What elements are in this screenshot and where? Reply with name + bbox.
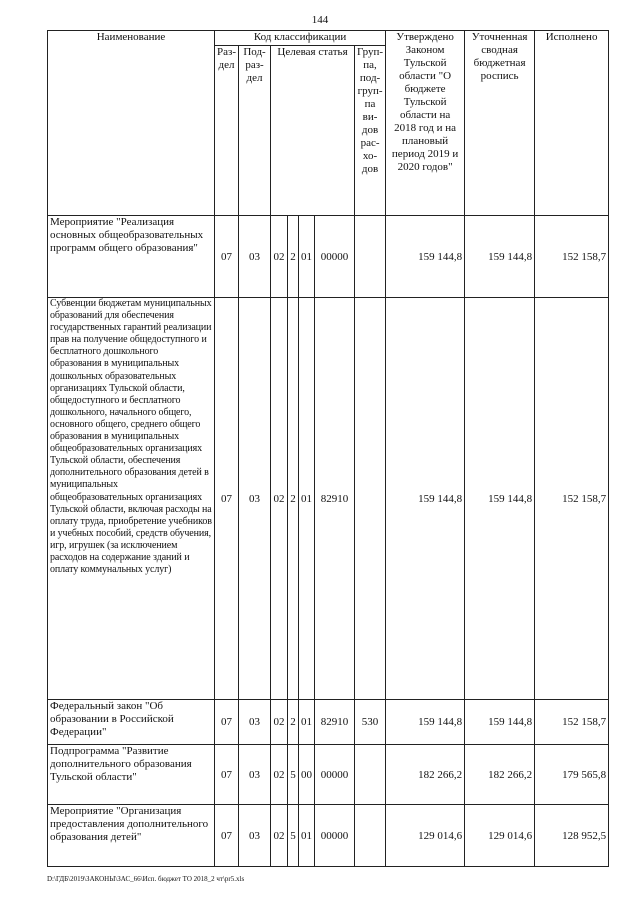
cell-subsection: 03 — [239, 700, 271, 745]
cell-refined: 129 014,6 — [465, 805, 535, 867]
cell-target-subprogram: 2 — [288, 700, 299, 745]
cell-executed: 179 565,8 — [535, 745, 609, 805]
cell-executed: 152 158,7 — [535, 298, 609, 700]
cell-target-event: 01 — [299, 805, 315, 867]
header-refined: Уточненная сводная бюджетная роспись — [465, 31, 535, 216]
cell-target-program: 02 — [271, 805, 288, 867]
cell-approved: 159 144,8 — [386, 216, 465, 298]
cell-target-event: 01 — [299, 216, 315, 298]
cell-target-subprogram: 2 — [288, 298, 299, 700]
cell-section: 07 — [215, 700, 239, 745]
cell-expense-group: 530 — [355, 700, 386, 745]
cell-target-subprogram: 5 — [288, 805, 299, 867]
cell-target-event: 01 — [299, 700, 315, 745]
cell-target-program: 02 — [271, 216, 288, 298]
row-name: Подпрограмма "Развитие дополнительного образования Тульской области" — [48, 745, 215, 805]
cell-target-direction: 00000 — [315, 745, 355, 805]
header-target-article: Целевая статья — [271, 46, 355, 216]
cell-target-program: 02 — [271, 298, 288, 700]
row-name: Федеральный закон "Об образовании в Российской Федерации" — [48, 700, 215, 745]
table-row — [48, 298, 609, 700]
cell-subsection: 03 — [239, 745, 271, 805]
cell-subsection: 03 — [239, 216, 271, 298]
cell-refined: 159 144,8 — [465, 216, 535, 298]
row-name: Мероприятие "Организация предоставления дополнительного образования детей" — [48, 805, 215, 867]
cell-section: 07 — [215, 216, 239, 298]
header-executed: Исполнено — [535, 31, 609, 216]
cell-target-event: 01 — [299, 298, 315, 700]
cell-target-subprogram: 5 — [288, 745, 299, 805]
row-name: Мероприятие "Реализация основных общеобразовательных программ общего образования" — [48, 216, 215, 298]
cell-executed: 152 158,7 — [535, 216, 609, 298]
row-name: Субвенции бюджетам муниципальных образований для обеспечения государственных гарантий реализации прав на получение общедоступного и бесплатного дошкольного образования в муниципальных дошкольных образовательных организациях Тульской области, общедоступного и бесплатного дошкольного, начального общего, основного общего, среднего общего образования в муниципальных общеобразовательных организациях Тульской области, обеспечения дополнительного образования детей в муниципальных общеобразовательных организациях Тульской области, включая расходы на оплату труда, приобретение учебников и учебных пособий, средств обучения, игр, игрушек (за исключением расходов на содержание зданий и оплату коммунальных услуг) — [48, 298, 215, 700]
cell-expense-group — [355, 745, 386, 805]
cell-target-direction: 00000 — [315, 805, 355, 867]
table-row — [48, 216, 609, 298]
cell-subsection: 03 — [239, 298, 271, 700]
cell-executed: 128 952,5 — [535, 805, 609, 867]
cell-refined: 159 144,8 — [465, 298, 535, 700]
cell-subsection: 03 — [239, 805, 271, 867]
cell-target-event: 00 — [299, 745, 315, 805]
budget-table — [47, 30, 609, 867]
cell-expense-group — [355, 805, 386, 867]
cell-target-program: 02 — [271, 700, 288, 745]
header-classification: Код классификации — [215, 31, 386, 46]
cell-target-subprogram: 2 — [288, 216, 299, 298]
cell-executed: 152 158,7 — [535, 700, 609, 745]
header-expense-group: Груп- па, под- груп- па ви- дов рас- хо- дов — [355, 46, 386, 216]
cell-expense-group — [355, 298, 386, 700]
cell-section: 07 — [215, 298, 239, 700]
cell-refined: 159 144,8 — [465, 700, 535, 745]
page-number: 144 — [311, 14, 329, 26]
cell-approved: 129 014,6 — [386, 805, 465, 867]
cell-approved: 159 144,8 — [386, 700, 465, 745]
cell-approved: 159 144,8 — [386, 298, 465, 700]
header-name: Наименование — [48, 31, 215, 216]
cell-section: 07 — [215, 805, 239, 867]
table-row — [48, 805, 609, 867]
cell-approved: 182 266,2 — [386, 745, 465, 805]
cell-expense-group — [355, 216, 386, 298]
header-approved: Утверждено Законом Тульской области "О бюджете Тульской области на 2018 год и на плановый период 2019 и 2020 годов" — [386, 31, 465, 216]
table-row — [48, 700, 609, 745]
header-section: Раз- дел — [215, 46, 239, 216]
cell-target-direction: 82910 — [315, 298, 355, 700]
cell-target-direction: 82910 — [315, 700, 355, 745]
cell-target-direction: 00000 — [315, 216, 355, 298]
header-subsection: Под- раз- дел — [239, 46, 271, 216]
cell-section: 07 — [215, 745, 239, 805]
cell-target-program: 02 — [271, 745, 288, 805]
cell-refined: 182 266,2 — [465, 745, 535, 805]
table-row — [48, 745, 609, 805]
file-path-footer: D:\ГДБ\2019\ЗАКОНЫ\ЗАС_66\Исп. бюджет ТО 2018_2 чт\pr5.xls — [47, 875, 245, 883]
